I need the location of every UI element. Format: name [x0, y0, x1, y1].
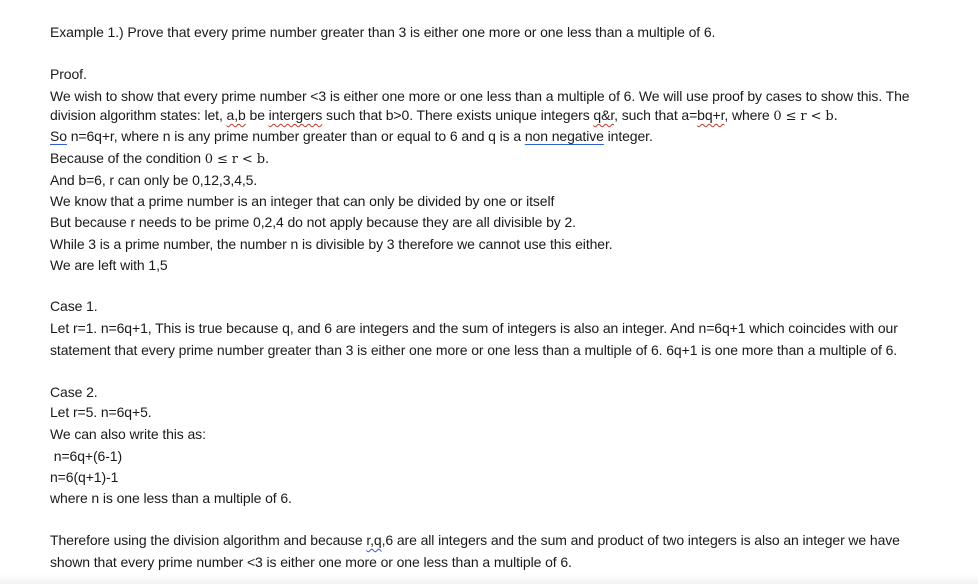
example-title: Example 1.) Prove that every prime number greater than 3 is either one more or one less than a multiple of 6. — [50, 24, 716, 40]
spelling-flag[interactable]: q&r — [593, 107, 615, 123]
text-run: ,6 are all integers and the sum and product of two integers is also an integer we have — [381, 532, 900, 548]
case2-line-4: n=6(q+1)-1 — [50, 469, 119, 485]
text-run: , where — [724, 107, 774, 123]
spelling-flag[interactable]: intergers — [268, 107, 323, 123]
text-run: n=6q+r, where n is any prime number greater than or equal to 6 and q is a — [66, 128, 525, 144]
grammar-flag[interactable]: r,q — [366, 532, 382, 548]
intro-line-2 — [50, 106, 838, 126]
page-bottom-edge — [0, 574, 978, 584]
proof-heading: Proof. — [50, 66, 87, 82]
intro-line-9: We are left with 1,5 — [50, 257, 168, 273]
intro-line-3 — [50, 127, 653, 145]
text-run: , such that a= — [614, 107, 698, 123]
grammar-flag[interactable]: So — [50, 128, 67, 144]
grammar-flag[interactable]: non negative — [524, 128, 604, 144]
intro-line-4 — [50, 149, 269, 169]
case1-heading: Case 1. — [50, 298, 98, 314]
intro-line-6: We know that a prime number is an integer that can only be divided by one or itself — [50, 193, 555, 209]
case1-line-2: statement that every prime number greater than 3 is either one more or one less than a multiple of 6. 6q+1 is one more than a multiple of 6. — [50, 342, 898, 358]
text-run: be — [245, 107, 269, 123]
case1-line-1: Let r=1. n=6q+1, This is true because q, and 6 are integers and the sum of integers is also an integer. And n=6q+1 which coincides with our — [50, 320, 898, 336]
math-condition: 0 ≤ r < b. — [773, 109, 838, 124]
intro-line-7: But because r needs to be prime 0,2,4 do not apply because they are all divisible by 2. — [50, 214, 576, 230]
text-run: Because of the condition — [50, 150, 205, 166]
case2-line-1: Let r=5. n=6q+5. — [50, 404, 152, 420]
conclusion-line-2: shown that every prime number <3 is either one more or one less than a multiple of 6. — [50, 554, 572, 570]
intro-line-1: We wish to show that every prime number <3 is either one more or one less than a multiple of 6. We will use proof by cases to show this. The — [50, 88, 910, 104]
text-run: Therefore using the division algorithm and because — [50, 532, 367, 548]
conclusion-line-1 — [50, 531, 900, 549]
spelling-flag[interactable]: a,b — [226, 107, 246, 123]
case2-line-2: We can also write this as: — [50, 426, 206, 442]
case2-line-3: n=6q+(6-1) — [50, 448, 123, 464]
case2-heading: Case 2. — [50, 384, 98, 400]
case2-line-5: where n is one less than a multiple of 6. — [50, 490, 292, 506]
math-condition: 0 ≤ r < b. — [204, 152, 269, 167]
intro-line-8: While 3 is a prime number, the number n is divisible by 3 therefore we cannot use this either. — [50, 236, 613, 252]
spelling-flag[interactable]: bq+r — [697, 107, 725, 123]
text-run: integer. — [603, 128, 653, 144]
text-run: division algorithm states: let, — [50, 107, 227, 123]
intro-line-5: And b=6, r can only be 0,12,3,4,5. — [50, 172, 258, 188]
text-run: such that b>0. There exists unique integers — [322, 107, 594, 123]
